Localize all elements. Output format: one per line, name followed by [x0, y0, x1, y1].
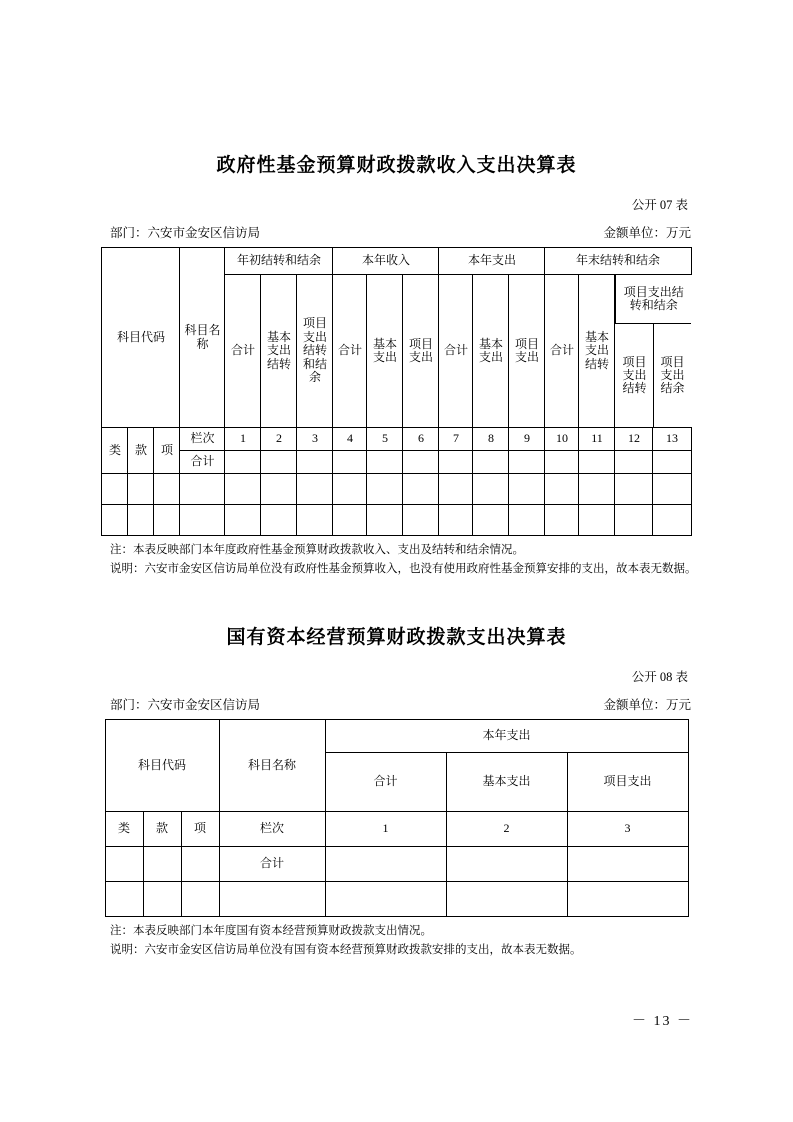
col-num-2: 2	[261, 428, 297, 451]
meta-row-1	[0, 223, 793, 241]
class-label-lei: 类	[102, 428, 128, 474]
class-label-xiang: 项	[154, 428, 180, 474]
empty-cell	[509, 505, 545, 536]
total-cell-8	[473, 451, 509, 474]
total-row-label-2: 合计	[219, 847, 325, 882]
header-begin-basic: 基本支出结转	[261, 275, 297, 428]
total-cell-10	[545, 451, 579, 474]
class-label-kuan: 款	[128, 428, 154, 474]
empty-cell	[446, 882, 567, 917]
col-num-7: 7	[439, 428, 473, 451]
total-row-label: 合计	[180, 451, 225, 474]
department-label-2: 部门：六安市金安区信访局	[110, 698, 261, 712]
empty-cell	[102, 505, 128, 536]
note-2b: 说明：六安市金安区信访局单位没有国有资本经营预算财政拨款安排的支出，故本表无数据。	[110, 943, 582, 956]
header-begin-total: 合计	[225, 275, 261, 428]
empty-cell	[225, 505, 261, 536]
row-label-lanci-2: 栏次	[219, 812, 325, 847]
total-cell-4	[333, 451, 367, 474]
notes-2	[0, 922, 793, 960]
empty-cell	[579, 505, 615, 536]
empty-cell	[567, 882, 688, 917]
empty-cell	[615, 474, 653, 505]
empty-cell	[261, 505, 297, 536]
class-label-lei-2: 类	[105, 812, 143, 847]
total-cell-12	[615, 451, 653, 474]
empty-cell	[403, 474, 439, 505]
empty-cell	[333, 505, 367, 536]
empty-cell	[219, 882, 325, 917]
page-number: － 13 －	[632, 1014, 693, 1029]
header-group-expense: 本年支出	[439, 248, 545, 275]
col-num-8: 8	[473, 428, 509, 451]
header-income-project: 项目支出	[403, 275, 439, 428]
sheet-code-1: 公开 07 表	[631, 198, 688, 212]
header-expense-basic: 基本支出	[473, 275, 509, 428]
header-group-end: 年末结转和结余	[545, 248, 691, 275]
empty-cell	[181, 847, 219, 882]
header-code: 科目代码	[102, 248, 180, 428]
header-end-total: 合计	[545, 275, 579, 428]
total-cell-13	[653, 451, 691, 474]
header-end-subgroup-wrap	[615, 275, 691, 428]
empty-cell	[154, 505, 180, 536]
header-expense-project: 项目支出	[509, 275, 545, 428]
header-end-basic: 基本支出结转	[579, 275, 615, 428]
empty-cell	[545, 505, 579, 536]
department-label-1: 部门：六安市金安区信访局	[110, 226, 261, 240]
empty-cell	[154, 474, 180, 505]
total-cell-9	[509, 451, 545, 474]
empty-cell	[105, 882, 143, 917]
note-1a: 注：本表反映部门本年度政府性基金预算财政拨款收入、支出及结转和结余情况。	[110, 544, 524, 556]
table-row	[102, 505, 691, 536]
col-num-11: 11	[579, 428, 615, 451]
total-cell-5	[367, 451, 403, 474]
empty-cell	[473, 474, 509, 505]
sheet-code-2: 公开 08 表	[631, 670, 688, 684]
empty-cell	[509, 474, 545, 505]
header-project-2: 项目支出	[567, 753, 688, 812]
empty-cell	[180, 474, 225, 505]
total2-cell-3	[567, 847, 688, 882]
note-2a: 注：本表反映部门本年度国有资本经营预算财政拨款支出情况。	[110, 925, 432, 937]
empty-cell	[297, 474, 333, 505]
empty-cell	[439, 474, 473, 505]
total-cell-11	[579, 451, 615, 474]
empty-cell	[143, 847, 181, 882]
note-1b: 说明：六安市金安区信访局单位没有政府性基金预算收入，也没有使用政府性基金预算安排的支出，故本表无数据。	[110, 562, 697, 575]
header-code-2: 科目代码	[105, 720, 219, 812]
col-num-9: 9	[509, 428, 545, 451]
empty-cell	[325, 882, 446, 917]
page-title-2: 国有资本经营预算财政拨款支出决算表	[226, 627, 567, 648]
header-income-basic: 基本支出	[367, 275, 403, 428]
unit-label-1: 金额单位：万元	[603, 226, 691, 240]
empty-cell	[653, 474, 691, 505]
empty-cell	[579, 474, 615, 505]
empty-cell	[105, 847, 143, 882]
empty-cell	[545, 474, 579, 505]
header-group-expense-2: 本年支出	[325, 720, 688, 753]
header-income-total: 合计	[333, 275, 367, 428]
col-num-1: 1	[225, 428, 261, 451]
unit-label-2: 金额单位：万元	[603, 698, 691, 712]
col-num-6: 6	[403, 428, 439, 451]
empty-cell	[333, 474, 367, 505]
header-name-2: 科目名称	[219, 720, 325, 812]
col-num-13: 13	[653, 428, 691, 451]
total-cell-6	[403, 451, 439, 474]
table-fund-budget	[101, 247, 691, 536]
table-state-capital	[105, 719, 689, 917]
empty-cell	[615, 505, 653, 536]
header-basic-2: 基本支出	[446, 753, 567, 812]
total2-cell-2	[446, 847, 567, 882]
header-end-project-carry: 项目支出结转	[616, 324, 654, 427]
empty-cell	[128, 474, 154, 505]
class-label-kuan-2: 款	[143, 812, 181, 847]
total2-cell-1	[325, 847, 446, 882]
empty-cell	[143, 882, 181, 917]
class-label-xiang-2: 项	[181, 812, 219, 847]
col-num-4: 4	[333, 428, 367, 451]
empty-cell	[181, 882, 219, 917]
empty-cell	[225, 474, 261, 505]
empty-cell	[367, 474, 403, 505]
empty-cell	[128, 505, 154, 536]
page-title-1: 政府性基金预算财政拨款收入支出决算表	[216, 155, 577, 176]
header-end-project-balance: 项目支出结余	[653, 324, 691, 427]
header-begin-project: 项目支出结转和结余	[297, 275, 333, 428]
empty-cell	[403, 505, 439, 536]
empty-cell	[180, 505, 225, 536]
section-fund-budget	[0, 150, 793, 579]
notes-1	[0, 541, 793, 579]
table-row	[102, 474, 691, 505]
header-total-2: 合计	[325, 753, 446, 812]
empty-cell	[297, 505, 333, 536]
header-name: 科目名称	[180, 248, 225, 428]
header-group-begin: 年初结转和结余	[225, 248, 333, 275]
col-num2-3: 3	[567, 812, 688, 847]
total-cell-7	[439, 451, 473, 474]
header-expense-total: 合计	[439, 275, 473, 428]
empty-cell	[653, 505, 691, 536]
col-num2-1: 1	[325, 812, 446, 847]
empty-cell	[102, 474, 128, 505]
empty-cell	[261, 474, 297, 505]
table-row	[105, 882, 688, 917]
section-state-capital	[0, 622, 793, 960]
col-num-3: 3	[297, 428, 333, 451]
col-num-10: 10	[545, 428, 579, 451]
empty-cell	[439, 505, 473, 536]
empty-cell	[367, 505, 403, 536]
header-end-group-title: 项目支出结转和结余	[616, 275, 691, 324]
col-num-12: 12	[615, 428, 653, 451]
total-cell-3	[297, 451, 333, 474]
header-group-income: 本年收入	[333, 248, 439, 275]
col-num-5: 5	[367, 428, 403, 451]
total-cell-1	[225, 451, 261, 474]
meta-row-2	[0, 695, 793, 713]
empty-cell	[473, 505, 509, 536]
total-cell-2	[261, 451, 297, 474]
row-label-lanci: 栏次	[180, 428, 225, 451]
col-num2-2: 2	[446, 812, 567, 847]
